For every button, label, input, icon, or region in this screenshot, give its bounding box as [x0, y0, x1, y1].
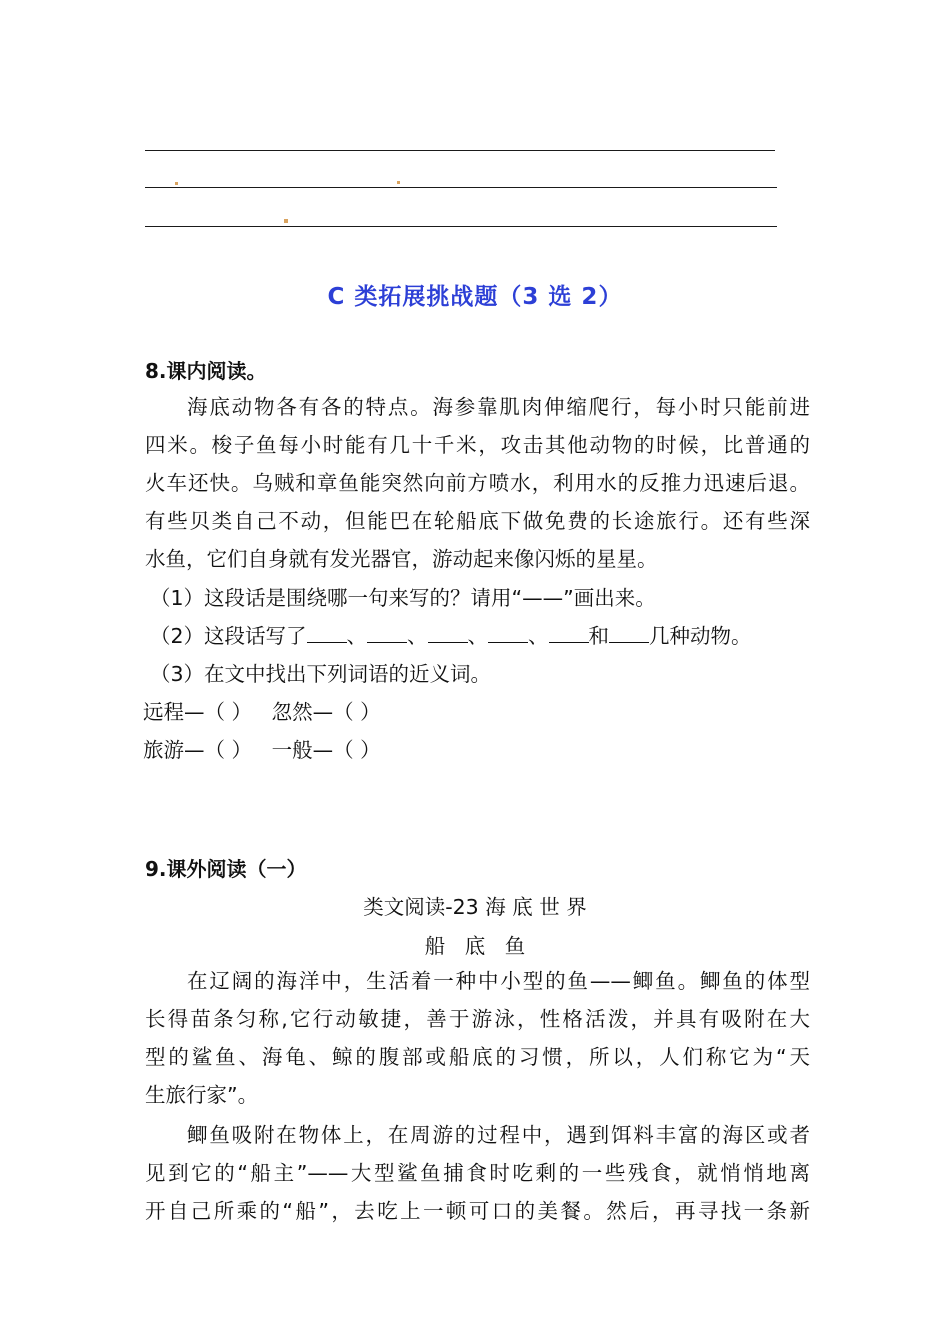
sub-2-prefix: （2）这段话写了	[150, 624, 307, 648]
answer-line	[145, 226, 777, 227]
passage-line: 火车还快。乌贼和章鱼能突然向前方喷水，利用水的反推力迅速后退。	[145, 471, 810, 495]
and-word: 和	[588, 624, 610, 648]
passage-line: 四米。梭子鱼每小时能有几十千米，攻击其他动物的时候，比普通的	[145, 433, 810, 457]
passage-line: 长得苗条匀称,它行动敏捷，善于游泳，性格活泼，并具有吸附在大	[145, 1007, 810, 1031]
passage-line: 水鱼，它们自身就有发光器官，游动起来像闪烁的星星。	[145, 547, 658, 571]
passage-line: 见到它的“船主”——大型鲨鱼捕食时吃剩的一些残食，就悄悄地离	[145, 1161, 810, 1185]
question-9-passage-2	[145, 1116, 810, 1230]
fill-blank[interactable]	[609, 624, 649, 643]
reading-subtitle: 类文阅读-23 海 底 世 界	[363, 895, 587, 919]
separator: 、	[467, 624, 489, 648]
question-8-sub-3: （3）在文中找出下列词语的近义词。	[150, 662, 492, 686]
passage-line: 海底动物各有各的特点。海参靠肌肉伸缩爬行，每小时只能前进	[187, 395, 810, 419]
passage-line: 鲫鱼吸附在物体上，在周游的过程中，遇到饵料丰富的海区或者	[187, 1123, 810, 1147]
ink-dot	[397, 181, 400, 184]
ink-dot	[175, 182, 178, 185]
passage-line: 开自己所乘的“船”，去吃上一顿可口的美餐。然后，再寻找一条新	[145, 1199, 810, 1223]
fill-blank[interactable]	[367, 624, 407, 643]
fill-blank[interactable]	[488, 624, 528, 643]
synonym-row: 旅游—（ ） 一般—（ ）	[143, 738, 381, 762]
fill-blank[interactable]	[428, 624, 468, 643]
passage-line: 在辽阔的海洋中，生活着一种中小型的鱼——鲫鱼。鲫鱼的体型	[187, 969, 810, 993]
fill-blank[interactable]	[549, 624, 589, 643]
question-9-title: 9.课外阅读（一）	[145, 857, 307, 881]
passage-line: 有些贝类自己不动，但能巴在轮船底下做免费的长途旅行。还有些深	[145, 509, 810, 533]
section-title: C 类拓展挑战题（3 选 2）	[327, 284, 623, 310]
question-8-title: 8.课内阅读。	[145, 359, 267, 383]
answer-line	[145, 150, 775, 151]
passage-line: 生旅行家”。	[145, 1083, 259, 1107]
question-9-passage-1	[145, 962, 810, 1114]
passage-line: 型的鲨鱼、海龟、鲸的腹部或船底的习惯，所以，人们称它为“天	[145, 1045, 810, 1069]
question-8-sub-1: （1）这段话是围绕哪一句来写的？请用“——”画出来。	[150, 586, 656, 610]
question-8-passage	[145, 388, 810, 578]
sub-2-suffix: 几种动物。	[649, 624, 752, 648]
fill-blank[interactable]	[307, 624, 347, 643]
separator: 、	[346, 624, 368, 648]
separator: 、	[528, 624, 549, 648]
separator: 、	[407, 624, 428, 648]
ink-dot	[284, 219, 288, 223]
synonym-row: 远程—（ ） 忽然—（ ）	[143, 700, 381, 724]
article-title: 船 底 鱼	[424, 934, 526, 958]
question-8-sub-2	[150, 617, 752, 655]
answer-line	[145, 187, 777, 188]
